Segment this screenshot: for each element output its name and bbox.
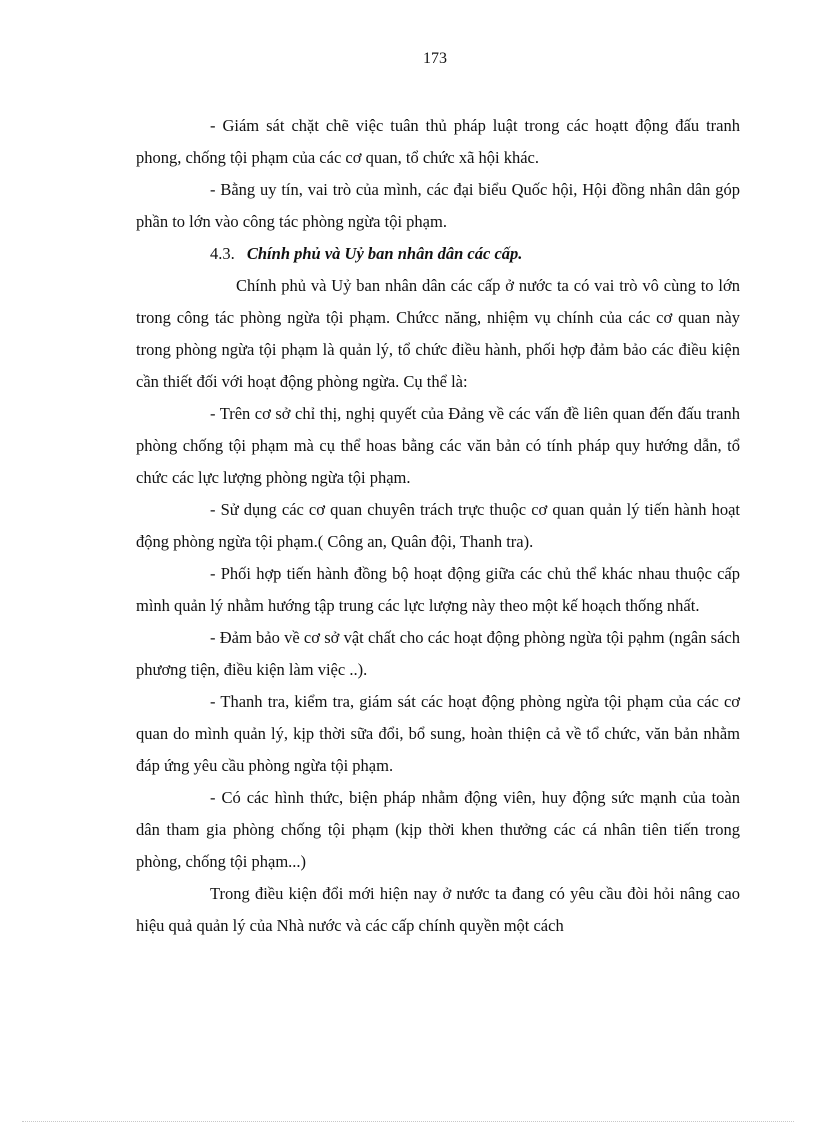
paragraph-government-role: Chính phủ và Uỷ ban nhân dân các cấp ở nước ta có vai trò vô cùng to lớn trong công tác phòng ngừa tội phạm. Chứcc năng, nhiệm vụ chính của các cơ quan này trong phòng ngừa tội phạm là quản lý, tổ chức điều hành, phối hợp đảm bảo các điều kiện cần thiết đối với hoạt động phòng ngừa. Cụ thể là: <box>136 276 740 391</box>
document-body <box>136 110 740 942</box>
paragraph-conclusion: Trong điều kiện đổi mới hiện nay ở nước ta đang có yêu cầu đòi hỏi nâng cao hiệu quả quản lý của Nhà nước và các cấp chính quyền một cách <box>136 884 740 935</box>
section-number: 4.3. <box>210 244 235 263</box>
paragraph-directives: - Trên cơ sở chỉ thị, nghị quyết của Đảng về các vấn đề liên quan đến đấu tranh phòng chống tội phạm mà cụ thể hoas bằng các văn bản có tính pháp quy hướng dẫn, tổ chức các lực lượng phòng ngừa tội phạm. <box>136 404 740 487</box>
paragraph-supervision: - Giám sát chặt chẽ việc tuân thủ pháp luật trong các hoạtt động đấu tranh phong, chống tội phạm của các cơ quan, tổ chức xã hội khác. <box>136 116 740 167</box>
paragraph-deputies: - Bằng uy tín, vai trò của mình, các đại biểu Quốc hội, Hội đồng nhân dân góp phần to lớn vào công tác phòng ngừa tội phạm. <box>136 180 740 231</box>
paragraph-mobilization: - Có các hình thức, biện pháp nhằm động viên, huy động sức mạnh của toàn dân tham gia phòng chống tội phạm (kịp thời khen thưởng các cá nhân tiên tiến trong phòng, chống tội phạm...) <box>136 788 740 871</box>
section-title: Chính phủ và Uỷ ban nhân dân các cấp. <box>246 244 523 263</box>
paragraph-facilities: - Đảm bảo về cơ sở vật chất cho các hoạt động phòng ngừa tội pạhm (ngân sách phương tiện, điều kiện làm việc ..). <box>136 628 740 679</box>
section-heading <box>136 238 740 270</box>
page-bottom-divider <box>22 1121 794 1122</box>
paragraph-coordination: - Phối hợp tiến hành đồng bộ hoạt động giữa các chủ thể khác nhau thuộc cấp mình quản lý nhằm hướng tập trung các lực lượng này theo một kế hoạch thống nhất. <box>136 564 740 615</box>
paragraph-specialized-agencies: - Sử dụng các cơ quan chuyên trách trực thuộc cơ quan quản lý tiến hành hoạt động phòng ngừa tội phạm.( Công an, Quân đội, Thanh tra). <box>136 500 740 551</box>
paragraph-inspection: - Thanh tra, kiểm tra, giám sát các hoạt động phòng ngừa tội phạm của các cơ quan do mình quản lý, kịp thời sữa đổi, bổ sung, hoàn thiện cả về tổ chức, văn bản nhằm đáp ứng yêu cầu phòng ngừa tội phạm. <box>136 692 740 775</box>
page-number: 173 <box>423 50 447 67</box>
